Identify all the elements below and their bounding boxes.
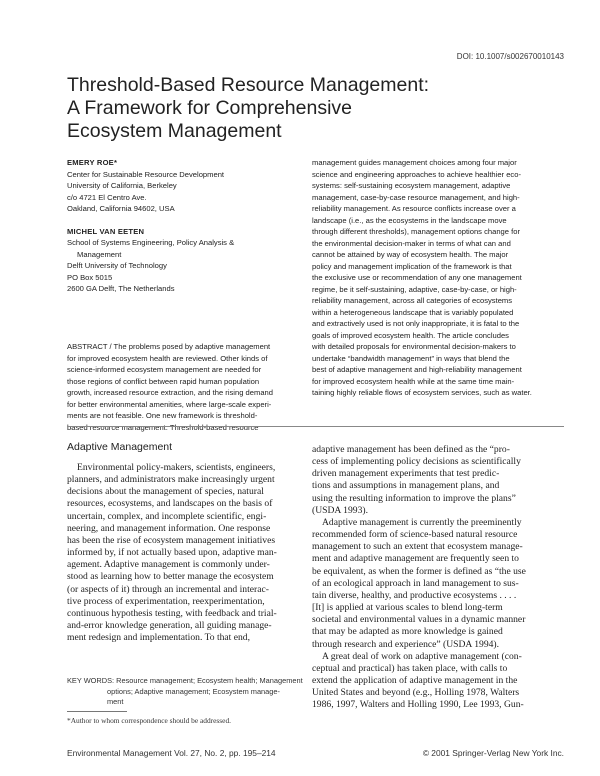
doi-label: DOI: 10.1007/s002670010143 (456, 52, 564, 61)
footnote: *Author to whom correspondence should be addressed. (67, 716, 231, 725)
abstract-line: through different thresholds), management options change for (312, 227, 520, 236)
abstract-line: and extractively used is not only inappropriate, it is fatal to the (312, 319, 520, 328)
abstract-line: science-informed ecosystem management are needed for (67, 365, 262, 374)
body-line: A great deal of work on adaptive management (con- (322, 650, 522, 662)
abstract-line: taining highly reliable flows of ecosystem services, such as water. (312, 388, 532, 397)
keywords-line: ment (107, 697, 124, 706)
affiliation-line: Delft University of Technology (67, 261, 167, 270)
body-column-left (67, 462, 295, 644)
abstract-line: science and engineering approaches to achieve healthier eco- (312, 169, 521, 179)
article-title (67, 74, 537, 143)
body-line: agement. Adaptive management is commonly under- (67, 559, 270, 571)
body-line: United States and beyond (e.g., Holling 1978, Walters (312, 687, 520, 699)
abstract-line: regime, be it self-sustaining, adaptive, case-by-case, or high- (312, 284, 517, 294)
body-line: extend the application of adaptive management in the (312, 674, 518, 686)
section-heading: Adaptive Management (67, 441, 173, 453)
abstract-line: the exclusive use or recommendation of any one management (312, 273, 522, 282)
title-line: Threshold-Based Resource Management: (67, 74, 430, 96)
abstract-line: reliability management. As resource conflicts increase over a (312, 204, 516, 213)
body-line: resources, ecosystems, and landscapes on the basis of (67, 498, 273, 510)
body-line: planners, and administrators make increasingly urgent (67, 474, 275, 486)
title-line: A Framework for Comprehensive (67, 97, 353, 119)
body-line: and-error knowledge generation, all guiding manage- (67, 620, 272, 632)
body-line: informed by, if not actually based upon, adaptive man- (67, 547, 277, 559)
abstract-line: with detailed proposals for environmental decision-makers to (312, 342, 516, 351)
abstract-line: undertake “bandwidth management” in ways that blend the (312, 353, 510, 363)
body-line: tain diverse, healthy, and productive ecosystems . . . . (312, 589, 517, 601)
abstract-line: for improved ecosystem health are reviewed. Other kinds of (67, 353, 268, 363)
keywords-line: options; Adaptive management; Ecosystem manage- (107, 686, 280, 696)
body-line: ceptual and practical) has taken place, with calls to (312, 662, 508, 674)
keywords-line: KEY WORDS: Resource management; Ecosystem health; Management (67, 676, 303, 685)
body-line: neering, and management information. One response (67, 522, 271, 534)
abstract-line: ABSTRACT / The problems posed by adaptive management (67, 342, 271, 351)
abstract-line: those regions of conflict between rapid human population (67, 376, 260, 386)
abstract-line: cannot be attained by way of ecosystem health. The major (312, 250, 509, 259)
abstract-line: for better environmental amenities, where large-scale experi- (67, 399, 272, 409)
abstract-left (67, 341, 293, 433)
abstract-line: management guides management choices among four major (312, 158, 517, 167)
body-line: be equivalent, as when the former is defined as “the use (312, 565, 526, 577)
body-line: uncertain, complex, and incomplete scientific, engi- (67, 510, 267, 522)
abstract-line: goals of improved ecosystem health. The article concludes (312, 330, 509, 340)
author-name: EMERY ROE* (67, 158, 118, 167)
body-line: ment redesign and implementation. To that end, (67, 632, 250, 644)
abstract-line: for improved ecosystem health while at the same time main- (312, 376, 515, 386)
author-info (67, 157, 293, 295)
body-line: through research and experience” (USDA 1994). (312, 638, 500, 650)
keywords (67, 676, 303, 708)
abstract-line: the environmental decision-maker in terms of what can and (312, 238, 511, 248)
body-column-right (312, 444, 564, 711)
body-line: Adaptive management is currently the preeminently (322, 516, 522, 528)
abstract-right (312, 157, 564, 399)
abstract-line: management, case-by-case resource management, and high- (312, 192, 520, 202)
abstract-line: policy and management implication of the framework is that (312, 261, 512, 271)
body-line: that may be adapted as more knowledge is gained (312, 626, 503, 638)
abstract-line: within a heterogeneous landscape that is variably populated (312, 307, 514, 317)
body-line: management to such an extent that ecosystem manage- (312, 541, 523, 553)
body-line: 1986, 1997, Walters and Holling 1990, Lee 1993, Gun- (312, 699, 524, 711)
body-line: [It] is applied at various scales to blend long-term (312, 602, 503, 614)
affiliation-line: Management (77, 249, 122, 259)
body-line: tions and assumptions in management plans, and (312, 480, 500, 492)
body-line: stood as learning how to better manage the ecosystem (67, 571, 274, 583)
affiliation-line: School of Systems Engineering, Policy Analysis & (67, 238, 235, 247)
body-line: driven management experiments that test predic- (312, 468, 500, 480)
body-line: continuous hypothesis testing, with feedback and trial- (67, 607, 277, 619)
abstract-line: ments are not feasible. One new framework is threshold- (67, 411, 258, 420)
title-line: Ecosystem Management (67, 120, 282, 142)
affiliation-line: University of California, Berkeley (67, 181, 177, 190)
copyright: © 2001 Springer-Verlag New York Inc. (422, 748, 564, 758)
body-line: (USDA 1993). (312, 504, 368, 516)
abstract-line: best of adaptive management and high-reliability management (312, 365, 522, 374)
body-line: Environmental policy-makers, scientists, engineers, (77, 462, 276, 473)
affiliation-line: Center for Sustainable Resource Development (67, 169, 225, 179)
body-line: has been the rise of ecosystem management initiatives (67, 534, 276, 546)
abstract-line: growth, increased resource extraction, and the rising demand (67, 388, 273, 397)
body-line: (or aspects of it) through an incremental and interac- (67, 583, 269, 595)
journal-citation: Environmental Management Vol. 27, No. 2, pp. 195–214 (67, 748, 276, 758)
section-divider (67, 426, 564, 427)
body-line: recommended form of science-based natural resource (312, 529, 518, 541)
affiliation-line: Oakland, California 94602, USA (67, 204, 175, 213)
body-line: decisions about the management of species, natural (67, 486, 264, 498)
affiliation-line: PO Box 5015 (67, 272, 113, 282)
body-line: of an ecological approach in land management to sus- (312, 577, 519, 589)
body-line: tive process of experimentation, reexperimentation, (67, 595, 265, 607)
body-line: societal and environmental values in a dynamic manner (312, 614, 526, 626)
affiliation-line: 2600 GA Delft, The Netherlands (67, 284, 175, 293)
footnote-divider (67, 711, 127, 712)
abstract-line: based resource management. Threshold-based resource (67, 422, 259, 432)
abstract-line: landscape (i.e., as the ecosystems in the landscape move (312, 215, 507, 225)
abstract-line: systems: self-sustaining ecosystem management, adaptive (312, 181, 511, 190)
abstract-line: reliability management, across all categories of ecosystems (312, 296, 513, 305)
affiliation-line: c/o 4721 El Centro Ave. (67, 192, 147, 202)
body-line: cess of implementing policy decisions as scientifically (312, 456, 521, 468)
author-name: MICHEL VAN EETEN (67, 226, 145, 236)
body-line: adaptive management has been defined as the “pro- (312, 444, 510, 455)
body-line: using the resulting information to improve the plans” (312, 492, 516, 504)
body-line: ment and adaptive management are frequently seen to (312, 553, 519, 565)
